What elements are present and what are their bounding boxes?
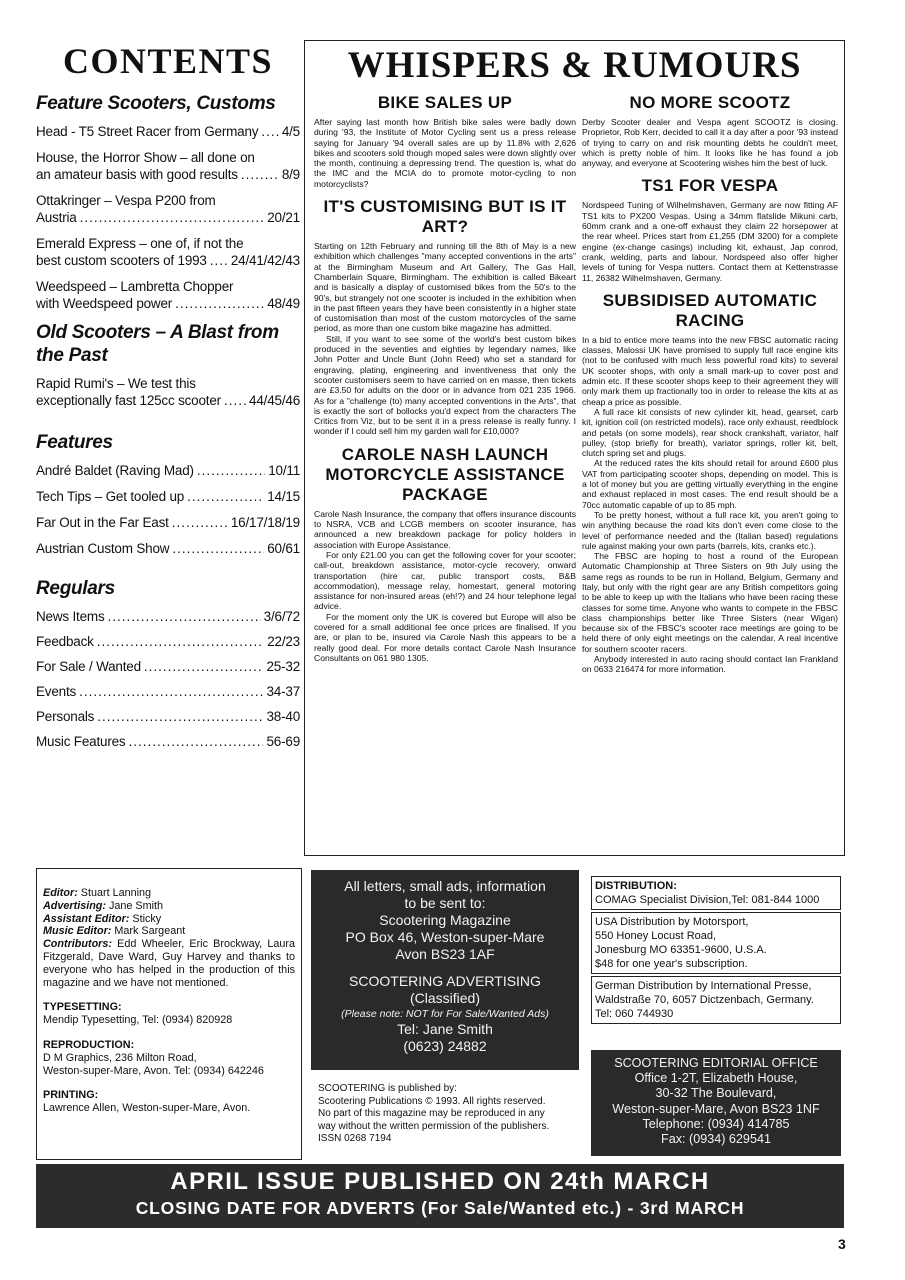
article-paragraph: A full race kit consists of new cylinder kit, head, gearset, carb kit, ignition coil (on restricted models), race only exhaust, reedblock and petals (on some models), rear shock crankshaft, variator, half pulley, (stop briefly for breath), variator springs, roller kit, belt, clutch spring set and plugs. (582, 406, 838, 459)
article-paragraph: Nordspeed Tuning of Wilhelmshaven, Germany are now fitting AF TS1 kits to PX200 Vespas. Using a 34mm flatslide Mikuni carb, 60mm crank and a one-off exhaust they claim 22 horsepower at the rear wheel. Prices start from £1,255 (DM 3200) for a complete engine (ex-change casings) including kit, exhaust, Jap conrod, crank, welding, parts and labour. Nordspeed also offer higher levels of tuning for Vespa nutters. Contact them at Kettenstrasse 11, 26382 Wilhelmshaven, Germany. (582, 200, 838, 283)
article-paragraph: Anybody interested in auto racing should contact Ian Frankland on 0633 216474 for more information. (582, 654, 838, 675)
entry-page: 44/45/46 (249, 393, 300, 408)
contents-entry (36, 683, 300, 700)
article-headline: CAROLE NASH LAUNCH MOTORCYCLE ASSISTANCE PACKAGE (325, 444, 565, 504)
office-line: Fax: (0934) 629541 (661, 1132, 771, 1147)
article-headline: SUBSIDISED AUTOMATIC RACING (602, 290, 818, 330)
news-article (582, 291, 838, 675)
entry-title: Personals (36, 709, 95, 724)
germany-line: Tel: 060 744930 (595, 1008, 674, 1020)
entry-title: best custom scooters of 1993 (36, 253, 207, 268)
page-number: 3 (838, 1236, 846, 1252)
entry-title: Music Features (36, 734, 126, 749)
entry-title: Far Out in the Far East (36, 515, 169, 530)
staff-credit (43, 925, 295, 938)
news-article (582, 93, 838, 168)
leader-dots (187, 488, 264, 505)
entry-title: News Items (36, 609, 105, 624)
article-gap (582, 168, 838, 176)
credit-label: TYPESETTING: (43, 1001, 122, 1014)
entry-row (36, 708, 300, 725)
germany-line: Waldstraße 70, 6057 Dictzenbach, Germany. (595, 994, 814, 1006)
article-headline: NO MORE SCOOTZ (629, 93, 791, 112)
news-column-right (582, 93, 838, 675)
entry-title-line: Ottakringer – Vespa P200 from (36, 193, 216, 208)
advertising-phone: (0623) 24882 (403, 1038, 487, 1054)
article-paragraph: For the moment only the UK is covered but Europe will also be covered for a small additional fee once prices are finalised. If you are, or plan to be, insured via Carole Nash this appears to be a really good deal. For more details contact Carole Nash Insurance Consultants on 061 980 1305. (314, 611, 576, 663)
usa-line: USA Distribution by Motorsport, (595, 916, 749, 928)
news-article (314, 445, 576, 663)
contents-entry (36, 123, 300, 140)
entry-title-line: Rapid Rumi's – We test this (36, 376, 196, 391)
entry-title: André Baldet (Raving Mad) (36, 463, 194, 478)
entry-row (36, 462, 300, 479)
entry-row (36, 633, 300, 650)
advert-closing-date: CLOSING DATE FOR ADVERTS (For Sale/Wanted etc.) - 3rd MARCH (135, 1198, 745, 1218)
contents-entry (36, 708, 300, 725)
entry-row (36, 295, 300, 312)
publisher-line: No part of this magazine may be reproduced in any (318, 1108, 545, 1120)
distribution-usa (591, 912, 841, 974)
entry-page: 3/6/72 (263, 609, 300, 624)
office-line: 30-32 The Boulevard, (655, 1086, 777, 1101)
distribution-title: DISTRIBUTION: (595, 880, 677, 892)
contents-entry (36, 608, 300, 625)
whispers-title: WHISPERS & RUMOURS (347, 45, 802, 86)
entry-page: 4/5 (281, 124, 300, 139)
leader-dots (108, 608, 261, 625)
leader-dots (261, 123, 278, 140)
leader-dots (197, 462, 265, 479)
article-paragraph: To be pretty honest, without a full race kit, you aren't going to win anything because the road kits don't even come close to the level of performance needed and the (Italian based) regulations rule against making your own parts (barrels, kits, cranks etc.). (582, 509, 838, 551)
section-heading: Features (36, 432, 113, 453)
credit-line: Lawrence Allen, Weston-super-Mare, Avon. (43, 1102, 251, 1115)
contents-sections (36, 92, 300, 750)
article-paragraph: After saying last month how British bike sales were badly down during '93, the Institute of Motor Cycling sent us a press release saying for January '94 overall sales are up by 11.8% with 2,626 bikes and scooters sold though moped sales were down slightly over the month, continuing a depressing trend. The question is, what do the IMC and the MCIA do to promote motor-cycling to non motorcyclists? (314, 117, 576, 189)
contents-entry (36, 192, 300, 226)
entry-page: 24/41/42/43 (230, 253, 300, 268)
entry-title: Feedback (36, 634, 94, 649)
entry-row (36, 209, 300, 226)
entry-page: 38-40 (266, 709, 300, 724)
staff-credit (43, 900, 295, 913)
credit-line: Mendip Typesetting, Tel: (0934) 820928 (43, 1014, 233, 1027)
letters-line: All letters, small ads, information (344, 878, 546, 894)
credits-box (36, 868, 302, 1160)
editorial-office-box (591, 1050, 841, 1156)
news-column-left (314, 93, 576, 663)
contents-entry (36, 375, 300, 409)
entry-page: 25-32 (266, 659, 300, 674)
contents-entry (36, 488, 300, 505)
credit-label: PRINTING: (43, 1089, 99, 1102)
distribution-comag: COMAG Specialist Division,Tel: 081-844 1000 (595, 894, 820, 906)
entry-page: 56-69 (266, 734, 300, 749)
entry-title: with Weedspeed power (36, 296, 173, 311)
credit-line: D M Graphics, 236 Milton Road, (43, 1051, 197, 1064)
news-article (314, 197, 576, 437)
office-line: Weston-super-Mare, Avon BS23 1NF (612, 1101, 820, 1116)
entry-title-line: House, the Horror Show – all done on (36, 150, 255, 165)
letters-line: Avon BS23 1AF (395, 946, 495, 962)
entry-page: 10/11 (268, 463, 300, 478)
staff-role: Editor: (43, 887, 78, 899)
letters-line: PO Box 46, Weston-super-Mare (345, 929, 545, 945)
entry-page: 16/17/18/19 (230, 515, 300, 530)
entry-page: 20/21 (267, 210, 300, 225)
contents-section (36, 577, 300, 750)
staff-credit (43, 887, 295, 900)
publisher-line: SCOOTERING is published by: (318, 1083, 457, 1094)
issue-banner (36, 1164, 844, 1228)
usa-line: Jonesburg MO 63351-9600, U.S.A. (595, 944, 767, 956)
contents-entry (36, 658, 300, 675)
entry-title: Tech Tips – Get tooled up (36, 489, 185, 504)
entry-page: 14/15 (267, 489, 300, 504)
article-gap (582, 283, 838, 291)
section-heading: Feature Scooters, Customs (36, 93, 276, 114)
staff-credit (43, 913, 295, 926)
entry-title: Events (36, 684, 77, 699)
office-line: Office 1-2T, Elizabeth House, (634, 1071, 798, 1086)
contents-entry (36, 514, 300, 531)
entry-title: an amateur basis with good results (36, 167, 238, 182)
publisher-notice (318, 1083, 580, 1146)
article-paragraph: Derby Scooter dealer and Vespa agent SCOOTZ is closing. Proprietor, Rob Kerr, decided to call it a day after a poor '93 instead of trying to carry on and risk mounting debts he couldn't meet, which is pretty noble of him. It looks like he has found a job anyway, and everyone at Scootering wishes him the best of luck. (582, 117, 838, 169)
publisher-line: Scootering Publications © 1993. All rights reserved. (318, 1095, 546, 1107)
advertising-title: SCOOTERING ADVERTISING (349, 973, 541, 989)
entry-title-line: Emerald Express – one of, if not the (36, 236, 244, 251)
contents-section (36, 321, 300, 409)
article-paragraph: In a bid to entice more teams into the new FBSC automatic racing classes, Malossi UK have promised to supply full race engine kits (not to be confused with much less powerful road kits) to several UK scooter shops, with only a small mark-up to cover post and admin etc. If these scooter shops keep to their agreement they will only mark them up fractionally too in order to release the kits at as cheap a price as possible. (582, 334, 838, 407)
article-headline: BIKE SALES UP (377, 93, 513, 112)
entry-title: Austrian Custom Show (36, 541, 170, 556)
publisher-line: way without the written permission of the publishers. (318, 1120, 550, 1132)
contents-entry (36, 633, 300, 650)
contents-entry (36, 462, 300, 479)
entry-page: 22/23 (267, 634, 300, 649)
leader-dots (224, 392, 246, 409)
contents-entry (36, 278, 300, 312)
entry-page: 34-37 (266, 684, 300, 699)
leader-dots (80, 209, 265, 226)
news-article (314, 93, 576, 189)
leader-dots (128, 733, 263, 750)
entry-page: 48/49 (267, 296, 300, 311)
entry-title: For Sale / Wanted (36, 659, 141, 674)
contents-panel (36, 40, 300, 758)
news-article (582, 176, 838, 282)
contents-entry (36, 540, 300, 557)
article-gap (314, 437, 576, 445)
article-paragraph: For only £21.00 you can get the following cover for your scooter; call-out, breakdown assistance, motor-cycle recovery, onward transportation (hire car, public transport costs, B&B accommodation), message relay, homestart, general motoring assistance for non-insured areas (eh!?) and 24 hour telephone legal advice. (314, 549, 576, 612)
contents-title: CONTENTS (62, 41, 274, 81)
section-heading: Old Scooters – A Blast from the Past (36, 322, 279, 366)
article-paragraph: Carole Nash Insurance, the company that offers insurance discounts to NSRA, VCB and LCGB members on scooter insurance, has announced a new breakdown package for policy holders in association with Europe Assistance. (314, 508, 576, 550)
entry-row (36, 540, 300, 557)
editorial-staff (43, 887, 295, 989)
advertising-contact: Tel: Jane Smith (397, 1021, 493, 1037)
office-line: Telephone: (0934) 414785 (642, 1116, 790, 1131)
article-headline: TS1 FOR VESPA (641, 176, 779, 196)
credit-block (43, 1089, 295, 1115)
entry-row (36, 733, 300, 750)
staff-role: Music Editor: (43, 925, 112, 938)
entry-page: 8/9 (281, 167, 300, 182)
leader-dots (79, 683, 263, 700)
entry-title: exceptionally fast 125cc scooter (36, 393, 221, 408)
advertising-note: (Please note: NOT for For Sale/Wanted Ads) (341, 1008, 549, 1020)
article-paragraph: Still, if you want to see some of the world's best custom bikes produced in the seventies and eighties by legendary names, like John Potter and Uncle Bunt (John Reed) who set a standard for engraving, plating, engineering and inventiveness that only the scooter customisers seem to have carried on en masse, then tickets are £3.50 for adults on the door or in advance from 021 235 1966. As for a "challenge (to) many accepted conventions in the Arts", that is exactly the sort of bollocks you'd expect from the characters The Critics from Viz, but to be sent it in a press release is really funny. I wonder if I could sell him my garden wall for £10,000? (314, 333, 576, 437)
entry-row (36, 166, 300, 183)
leader-dots (172, 540, 264, 557)
entry-page: 60/61 (267, 541, 300, 556)
staff-name: Sticky (132, 912, 162, 925)
contents-entry (36, 235, 300, 269)
credit-line: Weston-super-Mare, Avon. Tel: (0934) 642246 (43, 1064, 264, 1077)
distribution-germany (591, 976, 841, 1024)
usa-line: 550 Honey Locust Road, (595, 930, 717, 942)
leader-dots (97, 708, 263, 725)
distribution-uk (591, 876, 841, 910)
contents-entry (36, 149, 300, 183)
advertising-subtitle: (Classified) (409, 990, 480, 1006)
entry-row (36, 658, 300, 675)
entry-row (36, 488, 300, 505)
credit-label: REPRODUCTION: (43, 1038, 135, 1051)
staff-role: Advertising: (43, 899, 106, 912)
entry-row (36, 514, 300, 531)
distribution-info (591, 876, 841, 1026)
issue-date: APRIL ISSUE PUBLISHED ON 24th MARCH (170, 1168, 710, 1195)
whispers-rumours-box (304, 40, 845, 856)
article-paragraph: The FBSC are hoping to host a round of the European Automatic Championship at Three Sisters on 9th July using the same regs as rounds to be run in Holland, Belgium, Germany and Italy, but only with the right gear are any British competitors going to be able to keep up with the Italians who have been racing these classes for some time. Anyone who wants to compete in the FBSC class championships better like Three Sisters (near Wigan) because six of the FBSC's scooter race meetings are going to be held there of only eight meetings on the calendar. A real incentive for southern scooter racers. (582, 551, 838, 654)
staff-name: Mark Sargeant (114, 925, 186, 938)
entry-title-line: Weedspeed – Lambretta Chopper (36, 279, 234, 294)
article-paragraph: Starting on 12th February and running till the 8th of May is a new exhibition which challenges "many accepted conventions in the arts" at the Birmingham Museum and Art Gallery, The Gas Hall, Chamberlain Square, Birmingham. The exhibition is called Bikeart and is basically a display of customised bikes from the 50's to the 90's, but strangely not one scooter is included in the exhibition when in the past fifteen years they have been consistently in a higher state of customisation than most of the custom motorcycles of the same period, as more than one custom bike magazine has admitted. (314, 241, 576, 334)
leader-dots (172, 514, 228, 531)
contents-section (36, 431, 300, 557)
contents-entry (36, 733, 300, 750)
letters-line: Scootering Magazine (379, 912, 511, 928)
staff-name: Edd Wheeler, Eric Brockway, Laura Fitzgerald, Dave Ward, Guy Harvey and thanks to everyone who has helped in the production of this magazine and we have not mentioned. (43, 938, 295, 989)
entry-row (36, 683, 300, 700)
credit-block (43, 1001, 295, 1027)
staff-credit (43, 938, 295, 989)
article-headline: IT'S CUSTOMISING BUT IS IT ART? (323, 197, 567, 237)
entry-title: Austria (36, 210, 77, 225)
leader-dots (97, 633, 265, 650)
germany-line: German Distribution by International Presse, (595, 980, 812, 992)
usa-line: $48 for one year's subscription. (595, 958, 748, 970)
staff-name: Jane Smith (109, 899, 164, 912)
leader-dots (144, 658, 264, 675)
letters-line: to be sent to: (404, 895, 486, 911)
leader-dots (175, 295, 264, 312)
entry-row (36, 392, 300, 409)
publisher-line: ISSN 0268 7194 (318, 1133, 392, 1145)
article-gap (314, 189, 576, 197)
entry-row (36, 123, 300, 140)
entry-row (36, 252, 300, 269)
article-paragraph: At the reduced rates the kits should retail for around £600 plus VAT from participating scooter shops, depending on model. This is a lot of money but you are getting virtually everything in the engine and exhaust replaced in most cases. The end result should be a 70cc automatic capable of up to 85 mph. (582, 458, 838, 510)
staff-role: Assistant Editor: (43, 912, 130, 925)
production-credits (43, 1001, 295, 1115)
office-line: SCOOTERING EDITORIAL OFFICE (614, 1056, 818, 1070)
contents-section (36, 92, 300, 312)
entry-title: Head - T5 Street Racer from Germany (36, 124, 259, 139)
section-heading: Regulars (36, 578, 115, 599)
entry-row (36, 608, 300, 625)
staff-role: Contributors: (43, 938, 112, 951)
leader-dots (241, 166, 279, 183)
letters-address-box (311, 870, 579, 1070)
credit-block (43, 1039, 295, 1077)
leader-dots (210, 252, 228, 269)
staff-name: Stuart Lanning (80, 887, 152, 899)
letters-address (311, 878, 579, 963)
